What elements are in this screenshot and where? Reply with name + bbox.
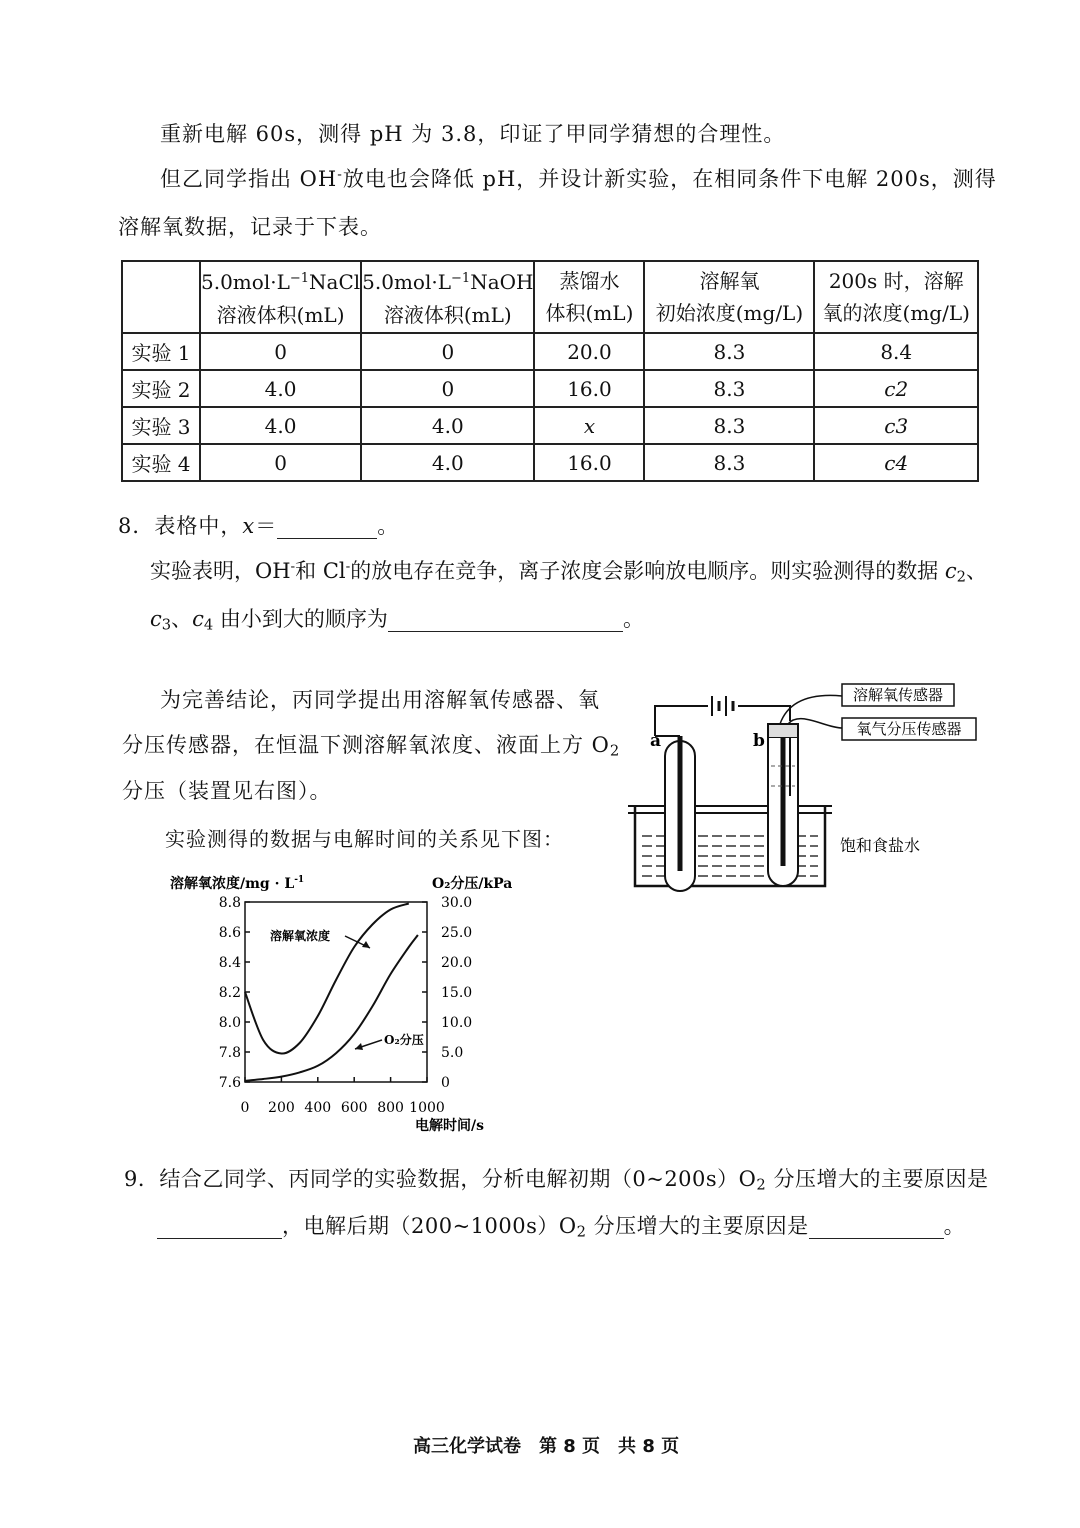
left-tick-label: 8.8 <box>218 895 241 911</box>
q8-order-blank[interactable] <box>388 607 623 632</box>
table-cell: x <box>534 407 644 444</box>
q9-line-2 <box>157 1210 965 1241</box>
header-nacl-l1b: NaCl <box>309 270 361 295</box>
battery-icon <box>712 696 733 716</box>
electrode-a-label: a <box>650 731 662 751</box>
header-nacl-l1: 5.0mol·L <box>201 270 290 295</box>
q8-end: 。 <box>377 514 400 538</box>
sensor-2-label: 氧气分压传感器 <box>856 720 962 738</box>
table-cell: 8.3 <box>644 407 814 444</box>
right-tick-label: 25.0 <box>441 925 473 941</box>
x-axis-title: 电解时间/s <box>415 1118 484 1134</box>
q9-line-1-sub: 2 <box>756 1176 767 1194</box>
electrode-b-label: b <box>753 731 765 751</box>
right-tick-label: 0 <box>441 1075 450 1091</box>
table-row <box>122 444 978 481</box>
q8-var: x <box>242 514 256 538</box>
right-tick-label: 10.0 <box>441 1015 473 1031</box>
bing-line-2-a: 分压传感器，在恒温下测溶解氧浓度、液面上方 O <box>122 733 610 757</box>
q8-c3-sub: 3 <box>161 616 172 634</box>
q9-line-2-b: 分压增大的主要原因是 <box>586 1214 809 1238</box>
q8-number: 8． <box>118 514 155 538</box>
q8-c4: c <box>192 607 204 631</box>
q8-sup-2: - <box>345 558 351 575</box>
header-nacl-l2: 溶液体积(mL) <box>216 302 345 327</box>
x-tick-label: 400 <box>304 1100 332 1116</box>
solution-label: 饱和食盐水 <box>840 836 921 855</box>
q8-line-1 <box>118 510 399 540</box>
left-tick-label: 7.8 <box>218 1045 241 1061</box>
table-corner-cell <box>122 261 200 333</box>
table-cell: 8.3 <box>644 333 814 370</box>
q8-eq: ＝ <box>255 514 278 538</box>
q9-late-reason-blank[interactable] <box>809 1214 944 1239</box>
row-label: 实验 4 <box>122 444 200 481</box>
header-water <box>534 261 644 333</box>
header-nacl-sup: −1 <box>289 271 310 287</box>
bing-line-4: 实验测得的数据与电解时间的关系见下图： <box>165 827 564 851</box>
q8-sep-2: 、 <box>171 607 193 631</box>
header-initial-o2-l2: 初始浓度(mg/L) <box>655 301 804 325</box>
q8-c4-sub: 4 <box>203 616 214 634</box>
intro-line-3: 溶解氧数据，记录于下表。 <box>118 215 382 239</box>
experiment-table <box>121 260 979 482</box>
left-tick-label: 8.4 <box>218 955 241 971</box>
bing-line-2 <box>122 729 620 760</box>
bing-line-3: 分压（装置见右图）。 <box>122 779 332 803</box>
intro-line-1: 重新电解 60s，测得 pH 为 3.8，印证了甲同学猜想的合理性。 <box>160 122 786 146</box>
left-tick-label: 8.2 <box>218 985 241 1001</box>
header-nacl <box>200 261 361 333</box>
q9-line-1-b: 分压增大的主要原因是 <box>766 1167 989 1191</box>
left-tick-label: 8.0 <box>218 1015 241 1031</box>
right-tick-label: 30.0 <box>441 895 473 911</box>
q9-line-1 <box>124 1163 988 1194</box>
header-naoh-l1: 5.0mol·L <box>362 270 452 295</box>
row-label: 实验 3 <box>122 407 200 444</box>
x-tick-label: 0 <box>240 1100 250 1116</box>
q8-c3: c <box>150 607 162 631</box>
o2-chart <box>160 868 550 1138</box>
table-cell: 16.0 <box>534 444 644 481</box>
table-cell: 20.0 <box>534 333 644 370</box>
intro-line-2-sup: - <box>337 166 343 183</box>
table-cell: c4 <box>814 444 978 481</box>
bing-line-2-sub: 2 <box>609 742 621 760</box>
header-initial-o2 <box>644 261 814 333</box>
header-naoh-l2: 溶液体积(mL) <box>383 302 512 327</box>
wire-left <box>655 706 708 736</box>
q8-line-2-b: 和 Cl <box>295 559 346 583</box>
q8-line-3 <box>150 603 644 634</box>
x-tick-label: 1000 <box>409 1100 445 1116</box>
header-200s-o2 <box>814 261 978 333</box>
q8-end-2: 。 <box>622 607 644 631</box>
x-tick-label: 600 <box>340 1100 368 1116</box>
q9-line-1-a: 9．结合乙同学、丙同学的实验数据，分析电解初期（0~200s）O <box>124 1167 757 1191</box>
table-cell: 0 <box>361 370 534 407</box>
right-axis-title: O₂分压/kPa <box>432 876 513 892</box>
q9-end: 。 <box>943 1214 966 1238</box>
q8-line-2-a: 实验表明，OH <box>150 559 291 583</box>
q9-early-reason-blank[interactable] <box>157 1214 282 1239</box>
q9-line-2-a: ，电解后期（200~1000s）O <box>282 1214 577 1238</box>
table-cell: 8.3 <box>644 370 814 407</box>
table-cell: 4.0 <box>200 407 361 444</box>
q8-c2-sub: 2 <box>956 568 967 586</box>
table-cell: c2 <box>814 370 978 407</box>
row-label: 实验 1 <box>122 333 200 370</box>
q8-stem: 表格中， <box>154 514 243 538</box>
header-naoh-l1b: NaOH <box>470 270 534 295</box>
table-cell: 4.0 <box>361 444 534 481</box>
q8-sep: 、 <box>966 559 988 583</box>
header-200s-o2-l2: 氧的浓度(mg/L) <box>822 301 970 325</box>
table-cell: 16.0 <box>534 370 644 407</box>
stopper-b <box>768 724 798 738</box>
page-footer: 高三化学试卷 第 8 页 共 8 页 <box>413 1436 680 1457</box>
table-row <box>122 370 978 407</box>
right-tick-label: 20.0 <box>441 955 473 971</box>
q8-line-2-c: 的放电存在竞争，离子浓度会影响放电顺序。则实验测得的数据 <box>350 559 945 583</box>
sensor-1-label: 溶解氧传感器 <box>852 686 944 704</box>
table-cell: 0 <box>361 333 534 370</box>
row-label: 实验 2 <box>122 370 200 407</box>
table-cell: c3 <box>814 407 978 444</box>
q8-line-2 <box>150 555 987 586</box>
series-dissolved-oxygen <box>245 904 409 1054</box>
left-tick-label: 8.6 <box>218 925 241 941</box>
table-row <box>122 333 978 370</box>
table-cell: 4.0 <box>200 370 361 407</box>
intro-line-2-b: 放电也会降低 pH，并设计新实验，在相同条件下电解 200s，测得 <box>342 167 997 191</box>
right-tick-label: 5.0 <box>441 1045 464 1061</box>
right-axis <box>422 895 472 1091</box>
table-cell: 8.4 <box>814 333 978 370</box>
electrolysis-apparatus <box>620 676 980 896</box>
header-200s-o2-l1: 200s 时，溶解 <box>828 269 964 293</box>
bing-line-1: 为完善结论，丙同学提出用溶解氧传感器、氧 <box>160 688 600 712</box>
table-cell: 8.3 <box>644 444 814 481</box>
header-naoh <box>361 261 534 333</box>
table-row <box>122 407 978 444</box>
intro-line-2-a: 但乙同学指出 OH <box>160 167 338 191</box>
header-initial-o2-l1: 溶解氧 <box>699 269 760 293</box>
right-tick-label: 15.0 <box>441 985 473 1001</box>
table-header-row <box>122 261 978 333</box>
x-tick-label: 200 <box>268 1100 295 1116</box>
left-tick-label: 7.6 <box>218 1075 241 1091</box>
q8-line-3-b: 由小到大的顺序为 <box>213 607 388 631</box>
q8-c2: c <box>944 559 957 583</box>
label-dissolved-oxygen: 溶解氧浓度 <box>270 929 331 943</box>
x-tick-label: 800 <box>377 1100 404 1116</box>
label-o2-pressure: O₂分压 <box>384 1033 424 1047</box>
table-cell: 0 <box>200 444 361 481</box>
table-cell: 4.0 <box>361 407 534 444</box>
q8-sup-1: - <box>290 558 296 575</box>
table-cell: 0 <box>200 333 361 370</box>
q8-answer-blank[interactable] <box>277 514 377 539</box>
intro-line-2 <box>160 163 997 193</box>
header-water-l2: 体积(mL) <box>545 301 634 325</box>
header-naoh-sup: −1 <box>451 271 471 287</box>
left-axis-title: 溶解氧浓度$/mg \cdot L^{-1}$ <box>170 875 305 892</box>
q9-line-2-sub: 2 <box>576 1223 587 1241</box>
x-axis <box>241 1077 445 1116</box>
header-water-l1: 蒸馏水 <box>559 269 620 293</box>
arrowhead-o2-pressure <box>355 1043 363 1050</box>
series-o2-pressure <box>245 935 418 1081</box>
